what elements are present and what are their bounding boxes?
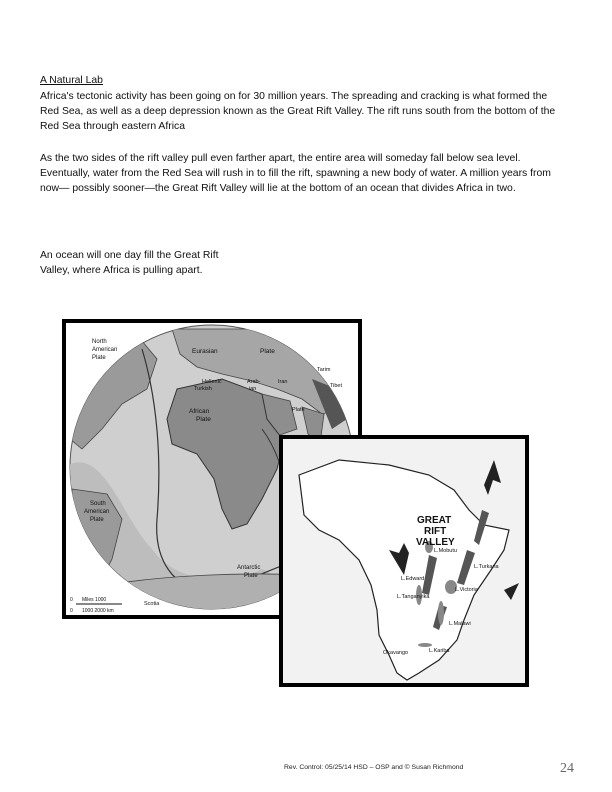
svg-text:Plate: Plate (92, 355, 106, 361)
future-paragraph: As the two sides of the rift valley pull even farther apart, the entire area will someday fall below sea level. Eventually, water from the Red Sea will rush in to fill the rift, spawning a new body of water. A million years from now— possibly sooner—the Great Rift Valley will lie at the bottom of an ocean that divides Africa in two. (40, 153, 551, 194)
label-north-american: North (92, 339, 107, 345)
svg-text:Plate: Plate (260, 348, 275, 355)
svg-text:North (92, 339, 107, 345)
svg-text:American: American (92, 347, 118, 353)
svg-text:Plate: Plate (90, 517, 104, 523)
rift-valley-map (279, 435, 529, 687)
lake-label: L.Malawi (449, 621, 471, 627)
svg-text:Antarctic: Antarctic (237, 565, 261, 571)
rift-valley-figure (279, 435, 529, 687)
svg-text:Turkish: Turkish (194, 386, 212, 392)
svg-text:Tibet: Tibet (330, 383, 343, 389)
lake-label: Okavango (383, 650, 409, 656)
svg-text:0: 0 (70, 597, 73, 603)
svg-text:Eurasian: Eurasian (192, 348, 218, 355)
svg-text:Plate: Plate (196, 416, 211, 423)
svg-text:1000 2000 km: 1000 2000 km (82, 608, 114, 614)
lake-label: L.Victoria (455, 587, 478, 593)
caption-paragraph: An ocean will one day fill the Great Rift Valley, where Africa is pulling apart. (40, 250, 219, 276)
lake-label: L.Turkana (474, 564, 499, 570)
svg-text:African: African (189, 408, 210, 415)
rift-title-line-3: VALLEY (416, 537, 455, 548)
svg-text:Plate: Plate (244, 573, 258, 579)
rift-title-line-1: GREAT (417, 515, 452, 526)
section-heading: A Natural Lab (40, 75, 103, 86)
rift-title-line-2: RIFT (424, 526, 447, 537)
revision-footer: Rev. Control: 05/25/14 HSD – OSP and © Susan Richmond (284, 764, 464, 771)
svg-text:Iran: Iran (278, 379, 288, 385)
svg-text:American: American (84, 509, 110, 515)
page-number: 24 (560, 761, 574, 776)
lake-label: L.Edward (401, 576, 425, 582)
svg-text:Plate: Plate (292, 407, 305, 413)
svg-text:South: South (90, 501, 106, 507)
svg-text:0: 0 (70, 608, 73, 614)
svg-text:Hellenic: Hellenic (202, 379, 222, 385)
lake-label: L.Tanganyika (397, 594, 430, 600)
svg-text:Tarim: Tarim (317, 367, 331, 373)
svg-text:Arab-: Arab- (247, 379, 261, 385)
svg-text:Miles 1000: Miles 1000 (82, 597, 107, 603)
svg-text:Scotia: Scotia (144, 601, 160, 607)
intro-paragraph: Africa's tectonic activity has been going on for 30 million years. The spreading and cracking is what formed the Red Sea, as well as a deep depression known as the Great Rift Valley. The rift runs south from the bottom of the Red Sea through eastern Africa (40, 91, 556, 132)
svg-text:ian: ian (249, 386, 257, 392)
lake-label: L.Mobutu (434, 548, 457, 554)
lake-label: L.Kariba (429, 648, 450, 654)
